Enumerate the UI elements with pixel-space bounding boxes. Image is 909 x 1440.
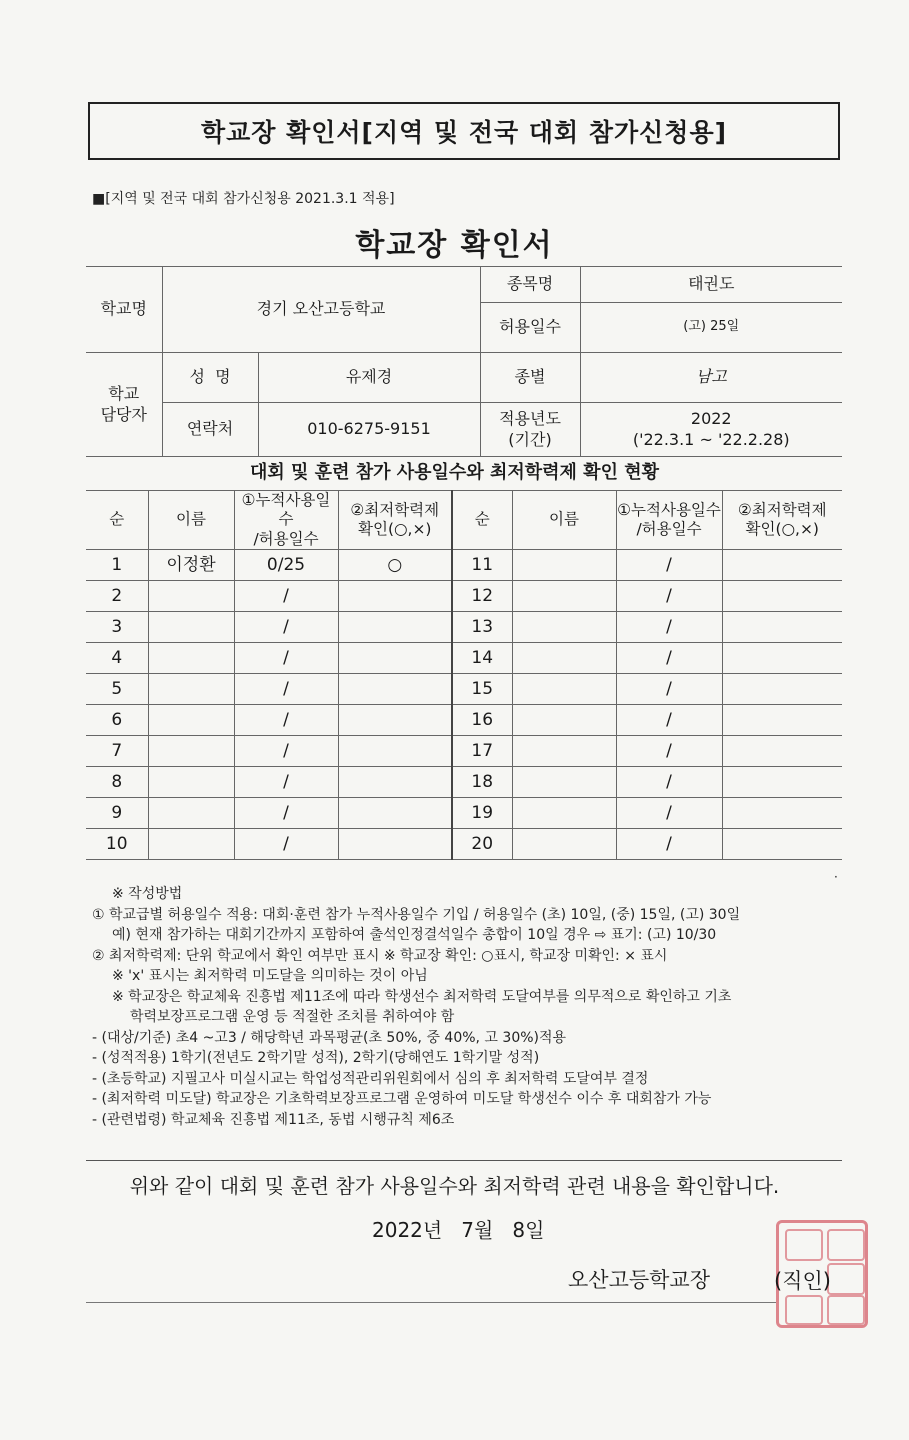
- header-check: ②최저학력제 확인(○,×): [338, 491, 452, 550]
- row-check: [338, 736, 452, 767]
- row-no: 7: [86, 736, 148, 767]
- table-row: [86, 550, 842, 581]
- row-name: [512, 581, 616, 612]
- row-no: 2: [86, 581, 148, 612]
- contact-value: 010-6275-9151: [258, 403, 480, 457]
- row-days: /: [234, 674, 338, 705]
- table-row: [86, 674, 842, 705]
- header-name: 이름: [512, 491, 616, 550]
- row-check: [338, 581, 452, 612]
- row-name: [512, 736, 616, 767]
- row-days: /: [234, 767, 338, 798]
- header-name: 이름: [148, 491, 234, 550]
- confirmation-statement: 위와 같이 대회 및 훈련 참가 사용일수와 최저학력 관련 내용을 확인합니다.: [129, 1174, 780, 1198]
- sport-label: 종목명: [480, 267, 580, 303]
- school-value: 경기 오산고등학교: [162, 267, 480, 353]
- row-no: 18: [452, 767, 512, 798]
- row-check: [722, 643, 842, 674]
- row-days: /: [234, 612, 338, 643]
- row-name: [512, 767, 616, 798]
- row-check: [338, 674, 452, 705]
- row-check: [722, 829, 842, 860]
- bottom-divider: [86, 1302, 776, 1303]
- row-days: /: [616, 798, 722, 829]
- row-check: [722, 798, 842, 829]
- participation-table: [86, 490, 842, 860]
- period-label: 적용년도 (기간): [480, 403, 580, 457]
- row-name: 이정환: [148, 550, 234, 581]
- row-no: 17: [452, 736, 512, 767]
- row-no: 13: [452, 612, 512, 643]
- row-name: [148, 581, 234, 612]
- table-row: [86, 612, 842, 643]
- row-days: /: [616, 767, 722, 798]
- row-check: [722, 550, 842, 581]
- row-no: 20: [452, 829, 512, 860]
- detail-1: - (대상/기준) 초4 ~고3 / 해당학년 과목평균(초 50%, 중 40%, 고 30%)적용: [92, 1029, 567, 1046]
- table-row: [86, 643, 842, 674]
- table-row: [86, 581, 842, 612]
- row-name: [512, 798, 616, 829]
- row-name: [148, 736, 234, 767]
- row-check: [338, 829, 452, 860]
- row-check: [722, 612, 842, 643]
- table-row: [86, 829, 842, 860]
- row-days: /: [234, 798, 338, 829]
- document-header-box: [88, 102, 840, 160]
- header-days: ①누적사용일수 /허용일수: [234, 491, 338, 550]
- row-days: /: [616, 612, 722, 643]
- row-days: /: [616, 829, 722, 860]
- row-name: [148, 767, 234, 798]
- allowed-days-label: 허용일수: [480, 303, 580, 353]
- row-check: [338, 798, 452, 829]
- row-check: [722, 705, 842, 736]
- row-days: /: [616, 643, 722, 674]
- stray-dot: ·: [834, 870, 838, 884]
- row-name: [512, 674, 616, 705]
- row-name: [148, 612, 234, 643]
- row-no: 3: [86, 612, 148, 643]
- row-name: [512, 643, 616, 674]
- row-no: 19: [452, 798, 512, 829]
- table-row: [86, 798, 842, 829]
- row-name: [512, 829, 616, 860]
- row-no: 16: [452, 705, 512, 736]
- row-no: 12: [452, 581, 512, 612]
- period-value: 2022 ('22.3.1 ~ '22.2.28): [580, 403, 842, 457]
- row-no: 11: [452, 550, 512, 581]
- row-days: /: [616, 674, 722, 705]
- row-check: [722, 581, 842, 612]
- contact-label: 연락처: [162, 403, 258, 457]
- row-days: /: [616, 736, 722, 767]
- sport-value: 태권도: [580, 267, 842, 303]
- note-1-example: 예) 현재 참가하는 대회기간까지 포함하여 출석인정결석일수 총합이 10일 경우 ⇨ 표기: (고) 10/30: [112, 927, 717, 943]
- instructions: [92, 884, 852, 1130]
- row-name: [148, 705, 234, 736]
- table-row: [86, 736, 842, 767]
- row-check: [722, 674, 842, 705]
- row-name: [148, 829, 234, 860]
- notes-heading: ※ 작성방법: [112, 886, 183, 902]
- school-label: 학교명: [86, 267, 162, 353]
- school-info-table: [86, 266, 842, 457]
- row-name: [512, 550, 616, 581]
- row-check: [338, 705, 452, 736]
- detail-3: - (초등학교) 지필고사 미실시교는 학업성적관리위원회에서 심의 후 최저학력 도달여부 결정: [92, 1070, 649, 1087]
- table-row: [86, 767, 842, 798]
- row-no: 9: [86, 798, 148, 829]
- name-value: 유제경: [258, 353, 480, 403]
- header-check: ②최저학력제 확인(○,×): [722, 491, 842, 550]
- header-no: 순: [452, 491, 512, 550]
- row-check: [722, 767, 842, 798]
- note-2: ② 최저학력제: 단위 학교에서 확인 여부만 표시 ※ 학교장 확인: ○표시, 학교장 미확인: × 표시: [92, 947, 668, 964]
- principal-title: 오산고등학교장: [568, 1268, 711, 1292]
- name-label: 성 명: [162, 353, 258, 403]
- document-header-title: 학교장 확인서[지역 및 전국 대회 참가신청용]: [200, 118, 728, 147]
- header-no: 순: [86, 491, 148, 550]
- row-no: 1: [86, 550, 148, 581]
- row-days: /: [616, 581, 722, 612]
- row-check: [338, 612, 452, 643]
- row-days: /: [234, 736, 338, 767]
- row-no: 15: [452, 674, 512, 705]
- row-name: [148, 798, 234, 829]
- row-name: [148, 674, 234, 705]
- row-no: 4: [86, 643, 148, 674]
- note-1: ① 학교급별 허용일수 적용: 대회·훈련 참가 누적사용일수 기입 / 허용일수 (초) 10일, (중) 15일, (고) 30일: [92, 906, 741, 923]
- row-days: /: [234, 581, 338, 612]
- row-days: 0/25: [234, 550, 338, 581]
- row-no: 6: [86, 705, 148, 736]
- row-check: [338, 767, 452, 798]
- detail-4: - (최저학력 미도달) 학교장은 기초학력보장프로그램 운영하여 미도달 학생선수 이수 후 대회참가 가능: [92, 1091, 712, 1107]
- note-2-b: ※ 학교장은 학교체육 진흥법 제11조에 따라 학생선수 최저학력 도달여부를 의무적으로 확인하고 기초: [112, 988, 732, 1005]
- page-title: 학교장 확인서: [355, 228, 554, 263]
- detail-2: - (성적적용) 1학기(전년도 2학기말 성적), 2학기(당해연도 1학기말 성적): [92, 1050, 540, 1066]
- row-days: /: [616, 550, 722, 581]
- table-title: 대회 및 훈련 참가 사용일수와 최저학력제 확인 현황: [249, 462, 659, 483]
- type-value: 남고: [580, 353, 842, 403]
- manager-label: 학교 담당자: [86, 353, 162, 457]
- form-version-note: ■[지역 및 전국 대회 참가신청용 2021.3.1 적용]: [92, 191, 395, 207]
- note-2-c: 학력보장프로그램 운영 등 적절한 조치를 취하여야 함: [130, 1009, 455, 1025]
- detail-5: - (관련법령) 학교체육 진흥법 제11조, 동법 시행규칙 제6조: [92, 1111, 455, 1128]
- note-2-a: ※ 'x' 표시는 최저학력 미도달을 의미하는 것이 아님: [112, 968, 428, 984]
- row-no: 14: [452, 643, 512, 674]
- header-days: ①누적사용일수 /허용일수: [616, 491, 722, 550]
- row-days: /: [616, 705, 722, 736]
- row-no: 8: [86, 767, 148, 798]
- allowed-days-value: (고) 25일: [580, 303, 842, 353]
- row-name: [148, 643, 234, 674]
- row-check: ○: [338, 550, 452, 581]
- issue-date: 2022년 7월 8일: [372, 1218, 545, 1242]
- seal-label: (직인): [774, 1269, 831, 1293]
- row-name: [512, 612, 616, 643]
- table-row: [86, 705, 842, 736]
- divider: [86, 1160, 842, 1161]
- row-no: 5: [86, 674, 148, 705]
- row-check: [338, 643, 452, 674]
- row-name: [512, 705, 616, 736]
- row-days: /: [234, 705, 338, 736]
- row-days: /: [234, 643, 338, 674]
- row-days: /: [234, 829, 338, 860]
- row-no: 10: [86, 829, 148, 860]
- row-check: [722, 736, 842, 767]
- type-label: 종별: [480, 353, 580, 403]
